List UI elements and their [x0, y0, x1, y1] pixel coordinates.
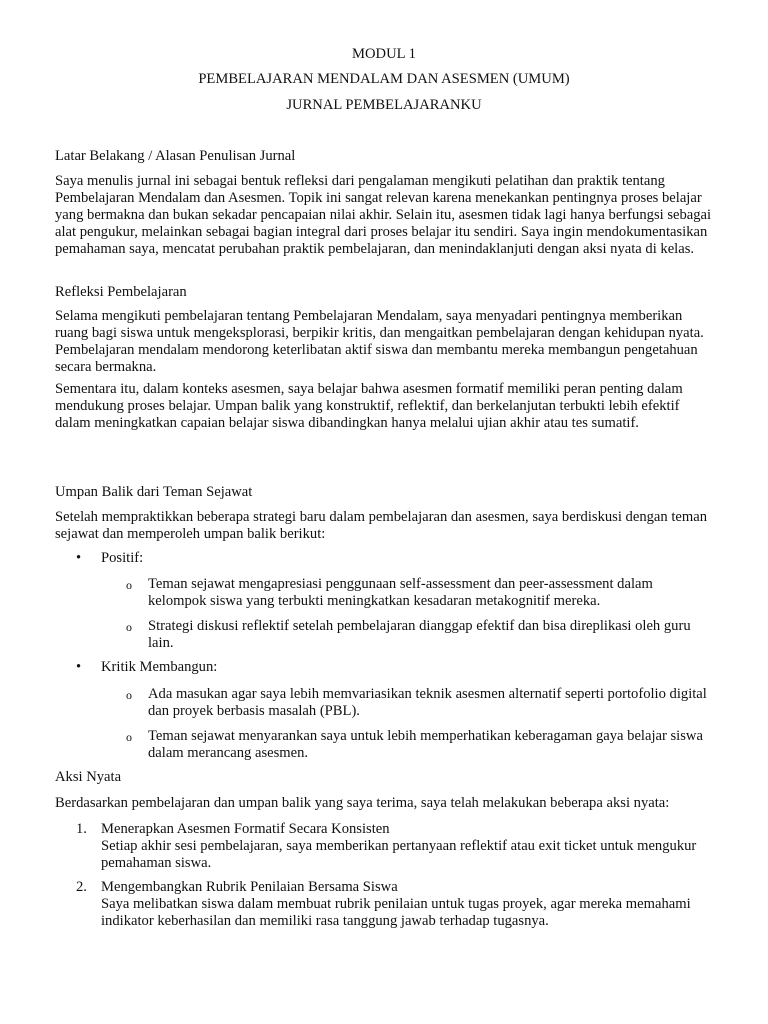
document-title: PEMBELAJARAN MENDALAM DAN ASESMEN (UMUM) — [198, 71, 570, 87]
bullet-marker: • — [76, 550, 82, 566]
sub-bullet-marker: o — [126, 688, 132, 702]
sub-bullet-marker: o — [126, 620, 132, 634]
critique-item-1: Ada masukan agar saya lebih memvariasikan teknik asesmen alternatif seperti portofolio digital dan proyek berbasis masalah (PBL). — [148, 686, 707, 719]
action-item-title: Menerapkan Asesmen Formatif Secara Konsisten — [101, 821, 390, 837]
action-item-body: Saya melibatkan siswa dalam membuat rubrik penilaian untuk tugas proyek, agar mereka memahami indikator keberhasilan dan memiliki rasa tanggung jawab terhadap tugasnya. — [101, 896, 691, 929]
critique-item-2: Teman sejawat menyarankan saya untuk lebih memperhatikan keberagaman gaya belajar siswa dalam merancang asesmen. — [148, 728, 703, 761]
list-number: 2. — [76, 879, 87, 895]
document-subtitle: JURNAL PEMBELAJARANKU — [286, 97, 482, 113]
action-item-title: Mengembangkan Rubrik Penilaian Bersama Siswa — [101, 879, 398, 895]
positive-label: Positif: — [101, 550, 144, 566]
sub-bullet-marker: o — [126, 730, 132, 744]
list-number: 1. — [76, 821, 87, 837]
critique-label: Kritik Membangun: — [101, 659, 218, 675]
peer-feedback-heading: Umpan Balik dari Teman Sejawat — [55, 484, 253, 500]
action-heading: Aksi Nyata — [55, 769, 122, 785]
peer-feedback-intro: Setelah mempraktikkan beberapa strategi baru dalam pembelajaran dan asesmen, saya berdiskusi dengan teman sejawat dan memperoleh umpan balik berikut: — [55, 509, 708, 542]
reflection-paragraph-1: Selama mengikuti pembelajaran tentang Pembelajaran Mendalam, saya menyadari pentingnya memberikan ruang bagi siswa untuk mengeksplorasi, berpikir kritis, dan mengaitkan pembelajaran dengan kehidupan nyata. Pembelajaran mendalam mendorong keterlibatan aktif siswa dan membantu mereka membangun pengetahuan secara bermakna. — [55, 308, 704, 375]
positive-item-2: Strategi diskusi reflektif setelah pembelajaran dianggap efektif dan bisa direplikasi oleh guru lain. — [148, 618, 691, 651]
background-paragraph: Saya menulis jurnal ini sebagai bentuk refleksi dari pengalaman mengikuti pelatihan dan praktik tentang Pembelajaran Mendalam dan Asesmen. Topik ini sangat relevan karena menekankan pentingnya proses belajar yang bermakna dan bukan sekadar pencapaian nilai akhir. Selain itu, asesmen tidak lagi hanya berfungsi sebagai alat pengukur, melainkan sebagai bagian integral dari proses belajar itu sendiri. Saya ingin mendokumentasikan pemahaman saya, mencatat perubahan praktik pembelajaran, dan menindaklanjuti dengan aksi nyata di kelas. — [55, 173, 712, 257]
sub-bullet-marker: o — [126, 578, 132, 592]
action-intro: Berdasarkan pembelajaran dan umpan balik yang saya terima, saya telah melakukan beberapa aksi nyata: — [55, 795, 670, 811]
module-label: MODUL 1 — [352, 46, 416, 62]
action-item-1 — [101, 821, 711, 872]
action-item-body: Setiap akhir sesi pembelajaran, saya memberikan pertanyaan reflektif atau exit ticket untuk mengukur pemahaman siswa. — [101, 838, 697, 871]
background-heading: Latar Belakang / Alasan Penulisan Jurnal — [55, 148, 296, 164]
positive-item-1: Teman sejawat mengapresiasi penggunaan self-assessment dan peer-assessment dalam kelompok siswa yang terbukti meningkatkan kesadaran metakognitif mereka. — [148, 576, 653, 609]
bullet-marker: • — [76, 659, 82, 675]
reflection-paragraph-2: Sementara itu, dalam konteks asesmen, saya belajar bahwa asesmen formatif memiliki peran penting dalam mendukung proses belajar. Umpan balik yang konstruktif, reflektif, dan berkelanjutan terbukti lebih efektif dalam meningkatkan capaian belajar siswa dibandingkan hanya melalui ujian akhir atau tes sumatif. — [55, 381, 683, 431]
action-item-2 — [101, 879, 711, 930]
reflection-heading: Refleksi Pembelajaran — [55, 284, 187, 300]
